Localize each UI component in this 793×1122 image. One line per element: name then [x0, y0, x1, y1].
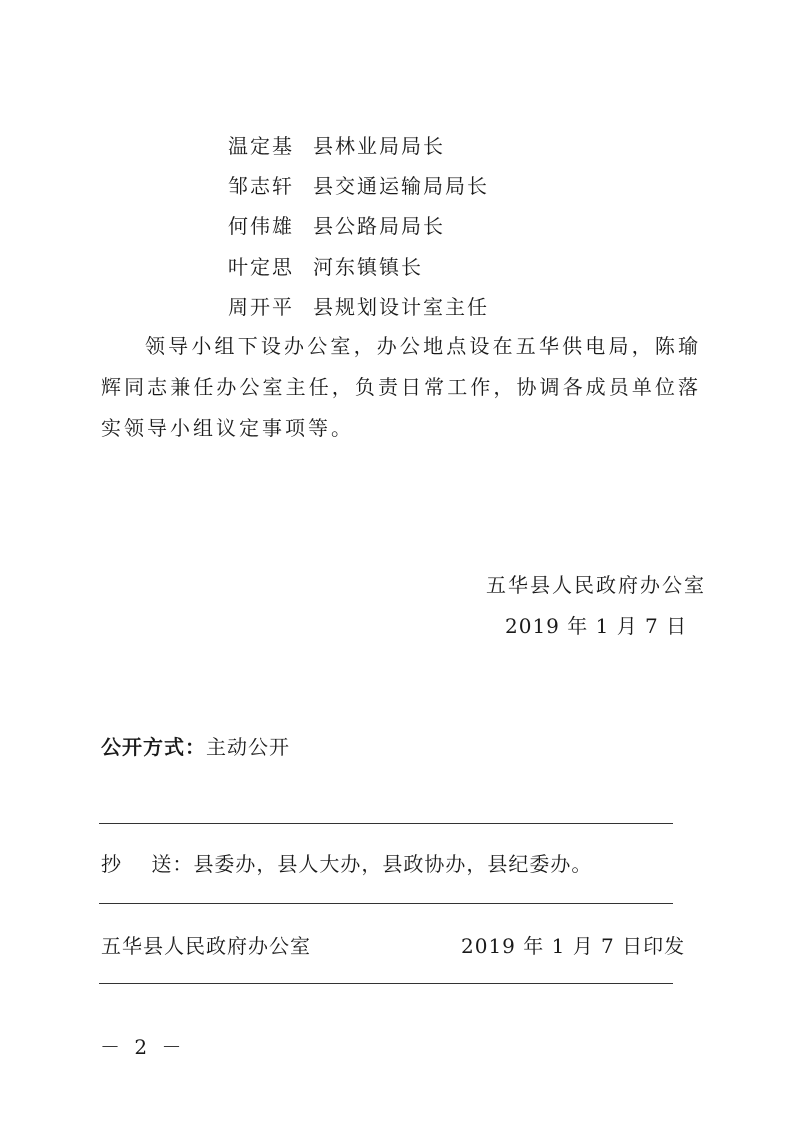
member-title: 县交通运输局局长	[313, 174, 489, 198]
signature-issuer: 五华县人民政府办公室	[486, 573, 706, 597]
member-name: 何伟雄	[228, 214, 294, 238]
cc-recipients: 县委办，县人大办，县政协办，县纪委办。	[193, 852, 593, 876]
member-title: 县公路局局长	[313, 214, 445, 238]
divider	[99, 903, 673, 904]
disclosure-label: 公开方式：	[101, 735, 206, 759]
cc-label: 抄 送：	[101, 852, 194, 876]
member-name: 周开平	[228, 295, 294, 319]
disclosure-line	[101, 734, 290, 760]
print-office: 五华县人民政府办公室	[101, 934, 311, 958]
signature-date: 2019 年 1 月 7 日	[505, 614, 688, 638]
page-number: － 2 －	[100, 1035, 186, 1059]
disclosure-value: 主动公开	[206, 735, 290, 759]
member-title: 河东镇镇长	[313, 255, 423, 279]
member-name: 叶定思	[228, 255, 294, 279]
member-title: 县林业局局长	[313, 134, 445, 158]
member-title: 县规划设计室主任	[313, 295, 489, 319]
member-name: 邹志轩	[228, 174, 294, 198]
cc-line	[101, 851, 592, 877]
office-paragraph: 领导小组下设办公室，办公地点设在五华供电局，陈瑜辉同志兼任办公室主任，负责日常工作，协调各成员单位落实领导小组议定事项等。	[101, 334, 701, 440]
print-date: 2019 年 1 月 7 日印发	[461, 934, 686, 958]
divider	[99, 823, 673, 824]
member-name: 温定基	[228, 134, 294, 158]
divider	[99, 983, 673, 984]
